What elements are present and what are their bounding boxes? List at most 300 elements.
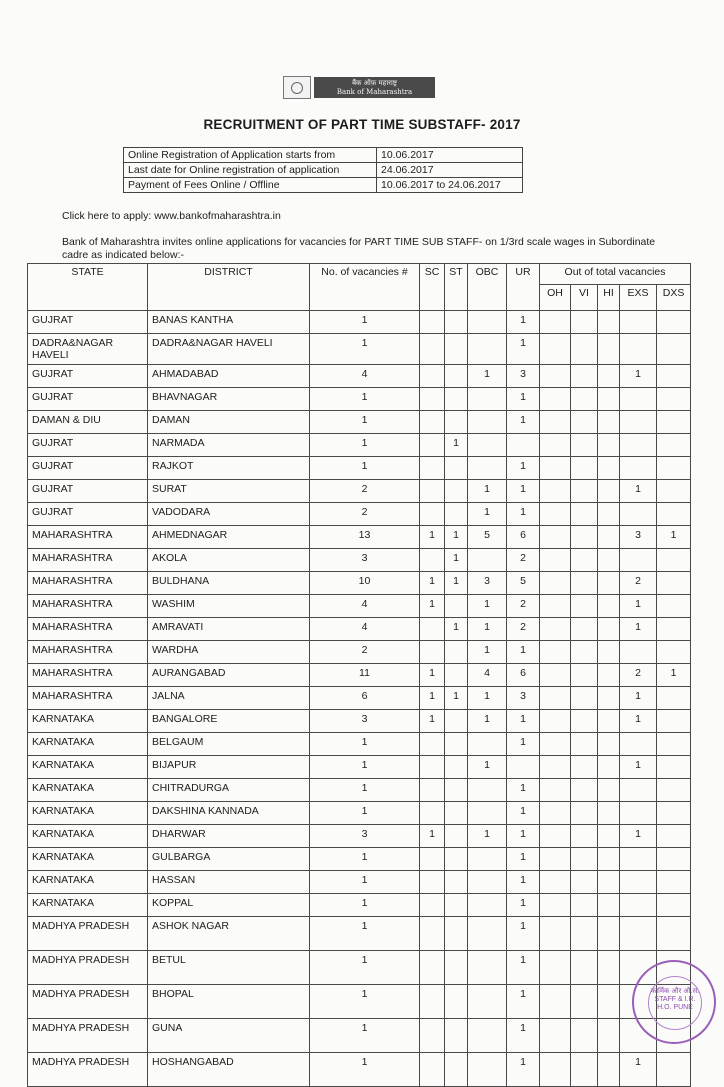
cell-oh <box>540 434 571 457</box>
cell-dxs <box>657 434 691 457</box>
cell-vac: 4 <box>310 618 420 641</box>
cell-vac: 1 <box>310 457 420 480</box>
intro-paragraph: Bank of Maharashtra invites online applications for vacancies for PART TIME SUB STAFF- on 1/3rd scale wages in Subordinate cadre as indicated below:- <box>62 236 656 261</box>
cell-vac: 3 <box>310 549 420 572</box>
cell-oh <box>540 572 571 595</box>
cell-dxs <box>657 894 691 917</box>
cell-state: KARNATAKA <box>28 848 148 871</box>
cell-st: 1 <box>445 572 468 595</box>
cell-ur: 1 <box>507 388 540 411</box>
registration-label: Last date for Online registration of application <box>124 163 377 178</box>
cell-st <box>445 365 468 388</box>
cell-st: 1 <box>445 687 468 710</box>
cell-ur: 1 <box>507 480 540 503</box>
cell-hi <box>598 848 620 871</box>
header-sc: SC <box>420 264 445 311</box>
cell-sc <box>420 334 445 365</box>
cell-oh <box>540 457 571 480</box>
cell-dxs <box>657 687 691 710</box>
cell-hi <box>598 526 620 549</box>
cell-vi <box>571 411 598 434</box>
cell-vac: 1 <box>310 334 420 365</box>
cell-oh <box>540 951 571 985</box>
cell-hi <box>598 595 620 618</box>
cell-state: KARNATAKA <box>28 710 148 733</box>
cell-state: KARNATAKA <box>28 802 148 825</box>
cell-hi <box>598 687 620 710</box>
cell-obc <box>468 985 507 1019</box>
header-exs: EXS <box>620 285 657 311</box>
cell-district: AURANGABAD <box>148 664 310 687</box>
cell-sc <box>420 311 445 334</box>
table-row <box>28 664 691 687</box>
cell-exs: 1 <box>620 710 657 733</box>
cell-dxs: 1 <box>657 526 691 549</box>
cell-obc <box>468 779 507 802</box>
header-out-of-total: Out of total vacancies <box>540 264 691 285</box>
cell-ur: 6 <box>507 526 540 549</box>
cell-st: 1 <box>445 549 468 572</box>
table-row <box>28 595 691 618</box>
cell-district: AHMEDNAGAR <box>148 526 310 549</box>
cell-hi <box>598 710 620 733</box>
cell-st <box>445 457 468 480</box>
cell-hi <box>598 985 620 1019</box>
cell-hi <box>598 1053 620 1087</box>
table-row <box>28 503 691 526</box>
cell-oh <box>540 549 571 572</box>
cell-obc <box>468 894 507 917</box>
cell-ur: 3 <box>507 365 540 388</box>
cell-obc: 1 <box>468 756 507 779</box>
cell-vac: 1 <box>310 1053 420 1087</box>
cell-district: WASHIM <box>148 595 310 618</box>
cell-sc: 1 <box>420 595 445 618</box>
cell-dxs <box>657 480 691 503</box>
cell-obc: 1 <box>468 480 507 503</box>
cell-exs: 2 <box>620 664 657 687</box>
cell-obc <box>468 848 507 871</box>
cell-ur: 1 <box>507 411 540 434</box>
table-row <box>28 334 691 365</box>
cell-sc <box>420 641 445 664</box>
cell-sc <box>420 365 445 388</box>
cell-state: MAHARASHTRA <box>28 664 148 687</box>
header-vacancies: No. of vacancies # <box>310 264 420 311</box>
cell-state: MAHARASHTRA <box>28 526 148 549</box>
table-row <box>28 733 691 756</box>
cell-obc <box>468 951 507 985</box>
registration-dates-table <box>123 147 523 193</box>
cell-st <box>445 1053 468 1087</box>
cell-st <box>445 710 468 733</box>
cell-district: GUNA <box>148 1019 310 1053</box>
cell-exs <box>620 334 657 365</box>
cell-district: BHAVNAGAR <box>148 388 310 411</box>
cell-district: BELGAUM <box>148 733 310 756</box>
cell-exs <box>620 733 657 756</box>
cell-st: 1 <box>445 526 468 549</box>
cell-state: GUJRAT <box>28 480 148 503</box>
cell-district: HASSAN <box>148 871 310 894</box>
cell-district: AMRAVATI <box>148 618 310 641</box>
cell-sc <box>420 917 445 951</box>
cell-district: DAMAN <box>148 411 310 434</box>
cell-sc <box>420 388 445 411</box>
cell-hi <box>598 434 620 457</box>
cell-obc: 1 <box>468 641 507 664</box>
cell-obc <box>468 311 507 334</box>
cell-sc <box>420 411 445 434</box>
cell-exs <box>620 311 657 334</box>
cell-st <box>445 388 468 411</box>
cell-exs: 1 <box>620 825 657 848</box>
cell-dxs <box>657 871 691 894</box>
cell-dxs <box>657 311 691 334</box>
cell-hi <box>598 894 620 917</box>
cell-vac: 1 <box>310 756 420 779</box>
table-row <box>28 825 691 848</box>
cell-vac: 3 <box>310 825 420 848</box>
table-row <box>28 710 691 733</box>
cell-district: BHOPAL <box>148 985 310 1019</box>
table-row <box>28 388 691 411</box>
cell-district: BIJAPUR <box>148 756 310 779</box>
cell-exs <box>620 917 657 951</box>
header-district: DISTRICT <box>148 264 310 311</box>
cell-oh <box>540 480 571 503</box>
cell-vac: 1 <box>310 802 420 825</box>
cell-oh <box>540 595 571 618</box>
cell-sc <box>420 802 445 825</box>
cell-exs <box>620 457 657 480</box>
cell-vi <box>571 618 598 641</box>
cell-vi <box>571 871 598 894</box>
cell-dxs <box>657 1053 691 1087</box>
cell-oh <box>540 756 571 779</box>
cell-ur: 1 <box>507 1053 540 1087</box>
cell-ur <box>507 434 540 457</box>
cell-district: AHMADABAD <box>148 365 310 388</box>
cell-st <box>445 951 468 985</box>
cell-st <box>445 779 468 802</box>
cell-vi <box>571 388 598 411</box>
cell-sc <box>420 503 445 526</box>
cell-obc <box>468 917 507 951</box>
cell-state: KARNATAKA <box>28 779 148 802</box>
cell-st <box>445 503 468 526</box>
cell-exs: 1 <box>620 595 657 618</box>
cell-vi <box>571 687 598 710</box>
cell-st <box>445 894 468 917</box>
cell-state: KARNATAKA <box>28 733 148 756</box>
cell-exs: 2 <box>620 572 657 595</box>
cell-obc <box>468 434 507 457</box>
cell-district: SURAT <box>148 480 310 503</box>
cell-obc <box>468 457 507 480</box>
cell-oh <box>540 526 571 549</box>
cell-ur: 1 <box>507 848 540 871</box>
cell-state: KARNATAKA <box>28 756 148 779</box>
cell-dxs <box>657 457 691 480</box>
cell-exs: 3 <box>620 526 657 549</box>
cell-st: 1 <box>445 434 468 457</box>
cell-district: GULBARGA <box>148 848 310 871</box>
cell-vi <box>571 917 598 951</box>
cell-obc: 1 <box>468 503 507 526</box>
table-row <box>28 871 691 894</box>
cell-ur: 1 <box>507 871 540 894</box>
cell-vi <box>571 457 598 480</box>
cell-obc <box>468 411 507 434</box>
registration-value: 10.06.2017 <box>377 148 523 163</box>
cell-state: MAHARASHTRA <box>28 618 148 641</box>
cell-oh <box>540 687 571 710</box>
cell-dxs <box>657 595 691 618</box>
page-title: RECRUITMENT OF PART TIME SUBSTAFF- 2017 <box>203 117 521 132</box>
cell-district: DADRA&NAGAR HAVELI <box>148 334 310 365</box>
cell-sc <box>420 779 445 802</box>
cell-exs <box>620 641 657 664</box>
cell-oh <box>540 618 571 641</box>
cell-oh <box>540 311 571 334</box>
cell-dxs <box>657 365 691 388</box>
header-dxs: DXS <box>657 285 691 311</box>
cell-exs <box>620 434 657 457</box>
cell-state: MADHYA PRADESH <box>28 985 148 1019</box>
cell-state: KARNATAKA <box>28 871 148 894</box>
cell-hi <box>598 917 620 951</box>
cell-sc <box>420 985 445 1019</box>
header-st: ST <box>445 264 468 311</box>
cell-ur: 6 <box>507 664 540 687</box>
cell-exs <box>620 871 657 894</box>
cell-oh <box>540 848 571 871</box>
cell-district: VADODARA <box>148 503 310 526</box>
table-row <box>28 641 691 664</box>
cell-district: AKOLA <box>148 549 310 572</box>
cell-sc: 1 <box>420 687 445 710</box>
cell-hi <box>598 733 620 756</box>
cell-district: ASHOK NAGAR <box>148 917 310 951</box>
cell-district: WARDHA <box>148 641 310 664</box>
cell-sc <box>420 871 445 894</box>
cell-ur: 1 <box>507 951 540 985</box>
cell-vac: 6 <box>310 687 420 710</box>
cell-state: GUJRAT <box>28 457 148 480</box>
table-row <box>28 311 691 334</box>
cell-vi <box>571 334 598 365</box>
cell-vi <box>571 894 598 917</box>
cell-vac: 1 <box>310 917 420 951</box>
cell-st <box>445 802 468 825</box>
cell-exs: 1 <box>620 756 657 779</box>
cell-sc <box>420 480 445 503</box>
cell-sc <box>420 733 445 756</box>
cell-st <box>445 848 468 871</box>
bank-name-hindi: बैंक ऑफ़ महाराष्ट्र <box>352 79 397 87</box>
table-row <box>28 526 691 549</box>
cell-exs <box>620 894 657 917</box>
cell-district: DAKSHINA KANNADA <box>148 802 310 825</box>
table-row <box>28 365 691 388</box>
registration-row <box>124 148 523 163</box>
cell-state: GUJRAT <box>28 388 148 411</box>
bank-name-english: Bank of Maharashtra <box>336 88 413 96</box>
cell-sc <box>420 549 445 572</box>
cell-oh <box>540 871 571 894</box>
office-stamp <box>632 960 716 1044</box>
table-row <box>28 434 691 457</box>
cell-vi <box>571 595 598 618</box>
cell-exs <box>620 411 657 434</box>
cell-sc: 1 <box>420 572 445 595</box>
cell-state: MADHYA PRADESH <box>28 1053 148 1087</box>
cell-oh <box>540 825 571 848</box>
cell-vac: 1 <box>310 411 420 434</box>
cell-oh <box>540 388 571 411</box>
cell-vac: 1 <box>310 848 420 871</box>
cell-dxs <box>657 388 691 411</box>
cell-st <box>445 825 468 848</box>
cell-district: CHITRADURGA <box>148 779 310 802</box>
cell-vac: 1 <box>310 434 420 457</box>
stamp-line-2: STAFF & I.R. <box>654 996 696 1003</box>
cell-state: MADHYA PRADESH <box>28 951 148 985</box>
cell-st <box>445 664 468 687</box>
cell-vac: 4 <box>310 365 420 388</box>
cell-st <box>445 480 468 503</box>
cell-state: MADHYA PRADESH <box>28 917 148 951</box>
cell-obc <box>468 802 507 825</box>
cell-district: KOPPAL <box>148 894 310 917</box>
cell-vac: 11 <box>310 664 420 687</box>
cell-obc <box>468 1053 507 1087</box>
table-row <box>28 457 691 480</box>
cell-state: GUJRAT <box>28 365 148 388</box>
cell-obc: 1 <box>468 710 507 733</box>
table-row <box>28 894 691 917</box>
cell-district: BANAS KANTHA <box>148 311 310 334</box>
cell-dxs <box>657 848 691 871</box>
cell-obc <box>468 871 507 894</box>
cell-hi <box>598 871 620 894</box>
cell-ur: 1 <box>507 641 540 664</box>
cell-st <box>445 311 468 334</box>
cell-obc: 1 <box>468 595 507 618</box>
header-oh: OH <box>540 285 571 311</box>
cell-district: BETUL <box>148 951 310 985</box>
bank-logo <box>283 76 435 99</box>
cell-oh <box>540 365 571 388</box>
cell-vi <box>571 733 598 756</box>
cell-oh <box>540 641 571 664</box>
cell-vi <box>571 503 598 526</box>
cell-dxs <box>657 572 691 595</box>
cell-vi <box>571 434 598 457</box>
cell-district: NARMADA <box>148 434 310 457</box>
cell-ur: 1 <box>507 733 540 756</box>
cell-exs <box>620 779 657 802</box>
cell-sc <box>420 618 445 641</box>
stamp-line-1: कार्मिक और औ.सं. <box>650 988 700 995</box>
cell-ur: 1 <box>507 894 540 917</box>
stamp-line-3: H.O. PUNE <box>657 1004 693 1011</box>
cell-district: JALNA <box>148 687 310 710</box>
cell-dxs <box>657 334 691 365</box>
cell-state: MADHYA PRADESH <box>28 1019 148 1053</box>
cell-exs: 1 <box>620 365 657 388</box>
vacancy-table <box>27 263 691 1087</box>
cell-dxs <box>657 641 691 664</box>
cell-state: KARNATAKA <box>28 894 148 917</box>
cell-obc: 4 <box>468 664 507 687</box>
cell-oh <box>540 802 571 825</box>
cell-hi <box>598 457 620 480</box>
cell-exs: 1 <box>620 618 657 641</box>
cell-hi <box>598 311 620 334</box>
cell-vac: 1 <box>310 779 420 802</box>
header-obc: OBC <box>468 264 507 311</box>
cell-state: MAHARASHTRA <box>28 641 148 664</box>
cell-hi <box>598 825 620 848</box>
cell-sc <box>420 894 445 917</box>
cell-vi <box>571 825 598 848</box>
cell-dxs <box>657 756 691 779</box>
registration-row <box>124 178 523 193</box>
cell-vac: 1 <box>310 871 420 894</box>
cell-oh <box>540 985 571 1019</box>
cell-state: MAHARASHTRA <box>28 687 148 710</box>
cell-vac: 4 <box>310 595 420 618</box>
cell-state: KARNATAKA <box>28 825 148 848</box>
table-row <box>28 848 691 871</box>
cell-oh <box>540 894 571 917</box>
cell-district: HOSHANGABAD <box>148 1053 310 1087</box>
cell-ur: 2 <box>507 618 540 641</box>
cell-ur: 1 <box>507 802 540 825</box>
cell-st <box>445 595 468 618</box>
table-row <box>28 1053 691 1087</box>
cell-dxs <box>657 779 691 802</box>
cell-st <box>445 985 468 1019</box>
cell-obc <box>468 388 507 411</box>
cell-oh <box>540 733 571 756</box>
bank-name-plate <box>314 77 435 98</box>
cell-hi <box>598 334 620 365</box>
cell-st <box>445 871 468 894</box>
cell-hi <box>598 365 620 388</box>
cell-vi <box>571 480 598 503</box>
cell-hi <box>598 411 620 434</box>
cell-oh <box>540 411 571 434</box>
table-row <box>28 411 691 434</box>
cell-sc <box>420 1053 445 1087</box>
cell-vi <box>571 572 598 595</box>
cell-sc: 1 <box>420 664 445 687</box>
cell-sc <box>420 848 445 871</box>
cell-state: GUJRAT <box>28 503 148 526</box>
cell-st <box>445 641 468 664</box>
cell-vac: 1 <box>310 388 420 411</box>
cell-hi <box>598 641 620 664</box>
cell-ur <box>507 756 540 779</box>
cell-st <box>445 733 468 756</box>
cell-sc <box>420 951 445 985</box>
cell-oh <box>540 710 571 733</box>
apply-link-text[interactable]: Click here to apply: www.bankofmaharashtra.in <box>62 210 281 222</box>
cell-dxs <box>657 917 691 951</box>
